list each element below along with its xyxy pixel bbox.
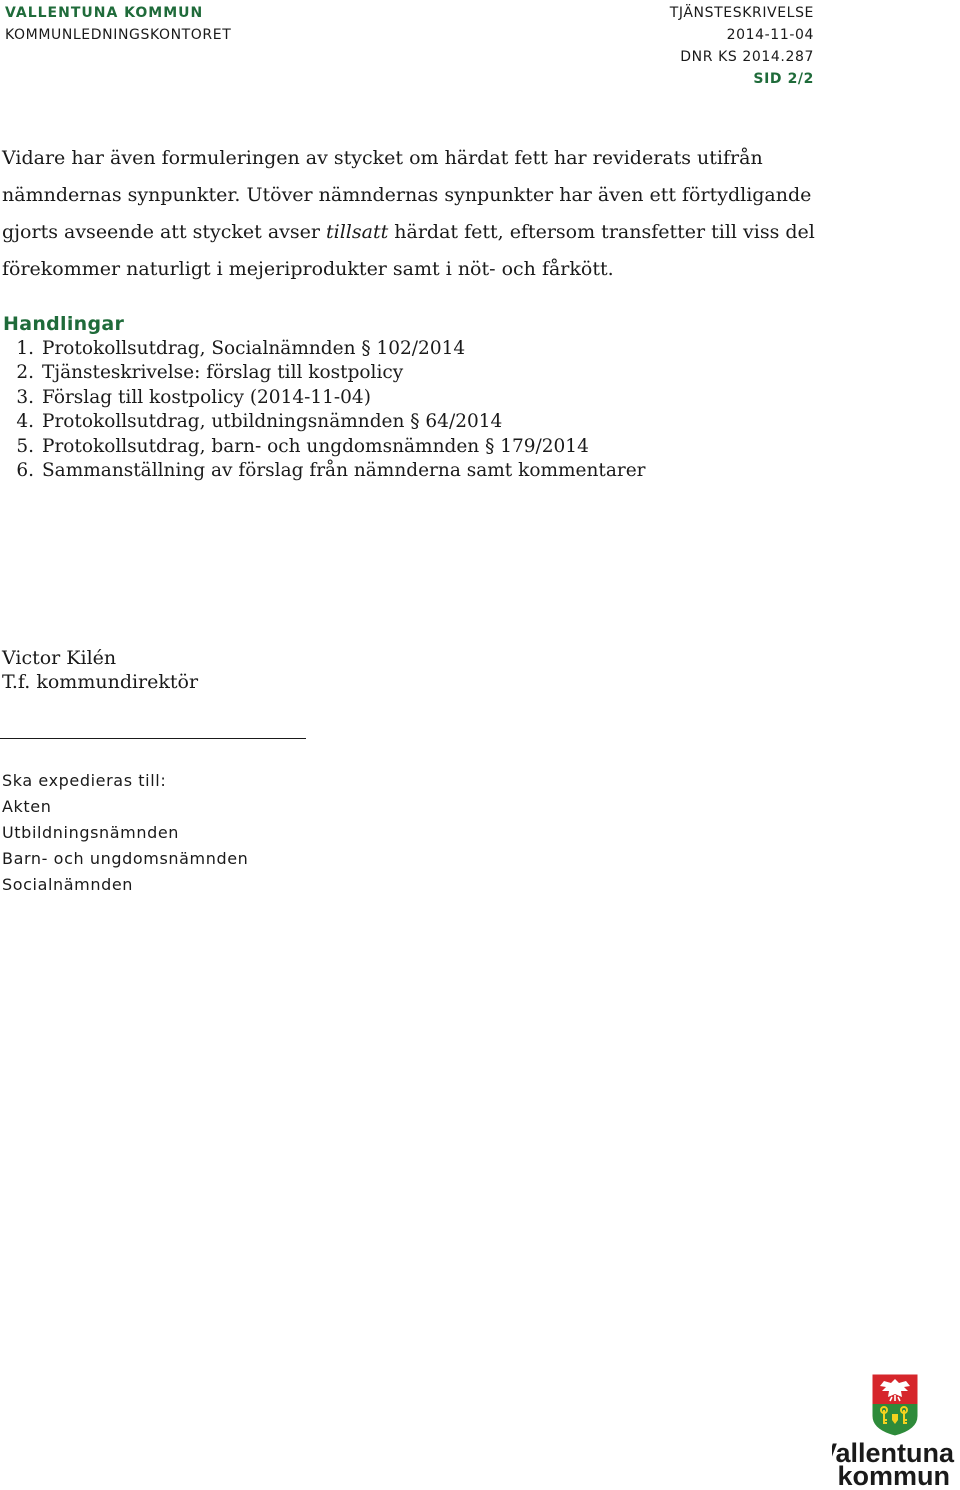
list-item: [0, 459, 646, 483]
item-text: Förslag till kostpolicy (2014-11-04): [42, 386, 371, 408]
distribution-label: Ska expedieras till:: [2, 771, 167, 790]
logo-line2: kommun: [837, 1461, 950, 1486]
paragraph-text: härdat fett, eftersom transfetter till viss del: [388, 221, 815, 243]
paragraph-text: gjorts avseende att stycket avser: [2, 221, 326, 243]
list-item: [0, 361, 646, 385]
paragraph-line: förekommer naturligt i mejeriprodukter samt i nöt- och fårkött.: [2, 258, 614, 280]
item-text: Sammanställning av förslag från nämnderna samt kommentarer: [42, 460, 646, 482]
department-name: KOMMUNLEDNINGSKONTORET: [5, 27, 232, 43]
page-number: SID 2/2: [753, 71, 814, 87]
paragraph-line: nämndernas synpunkter. Utöver nämndernas synpunkter har även ett förtydligande: [2, 184, 812, 206]
paragraph-line: [2, 214, 822, 251]
paragraph-line: Vidare har även formuleringen av stycket om härdat fett har reviderats utifrån: [2, 147, 763, 169]
document-type: TJÄNSTESKRIVELSE: [669, 5, 814, 21]
item-text: Tjänsteskrivelse: förslag till kostpolicy: [42, 362, 404, 384]
signatory-title: T.f. kommundirektör: [2, 671, 199, 693]
item-text: Protokollsutdrag, utbildningsnämnden § 64/2014: [42, 411, 503, 433]
divider-line: [0, 738, 306, 739]
coat-of-arms-icon: [832, 1370, 958, 1486]
emphasized-word: tillsatt: [326, 221, 389, 243]
item-text: Protokollsutdrag, Socialnämnden § 102/2014: [42, 338, 466, 359]
list-item: [0, 410, 646, 434]
item-number: 2.: [16, 362, 34, 384]
signatory-name: Victor Kilén: [2, 647, 117, 669]
list-item: [0, 337, 646, 361]
item-number: 6.: [16, 460, 34, 482]
item-text: Protokollsutdrag, barn- och ungdomsnämnden § 179/2014: [42, 435, 589, 457]
municipality-logo: [832, 1370, 958, 1486]
item-number: 5.: [16, 435, 34, 457]
list-item: [0, 386, 646, 410]
recipient: Barn- och ungdomsnämnden: [2, 849, 249, 868]
logo-line1: Vallentuna: [832, 1438, 954, 1468]
item-number: 4.: [16, 411, 34, 433]
list-item: [0, 435, 646, 459]
section-heading: Handlingar: [3, 313, 125, 335]
attachments-list: [0, 337, 646, 483]
document-date: 2014-11-04: [726, 27, 814, 43]
recipient: Utbildningsnämnden: [2, 823, 180, 842]
organization-name: VALLENTUNA KOMMUN: [5, 5, 204, 21]
body-paragraph: [2, 140, 822, 288]
recipient: Socialnämnden: [2, 875, 134, 894]
recipient: Akten: [2, 797, 52, 816]
item-number: 3.: [16, 386, 34, 408]
diary-number: DNR KS 2014.287: [680, 49, 814, 65]
item-number: 1.: [16, 338, 34, 359]
